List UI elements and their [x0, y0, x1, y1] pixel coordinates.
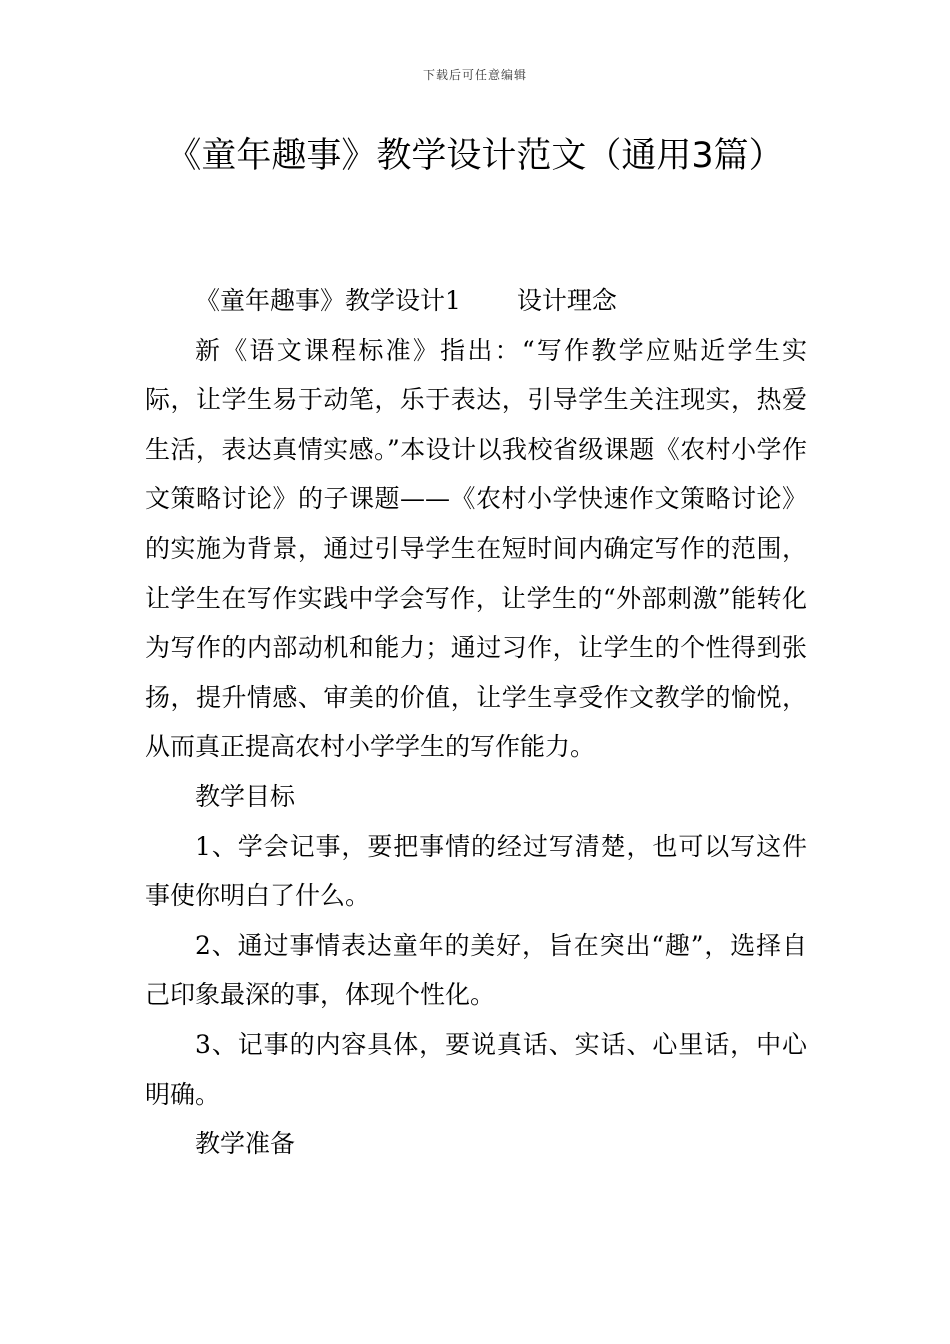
sub-heading: 设计理念: [516, 286, 617, 315]
heading-teaching-goals: 教学目标: [195, 781, 296, 811]
goal-item-1: 1、学会记事，要把事情的经过写清楚，也可以写这件事使你明白了什么。: [145, 831, 807, 911]
paragraph-design-concept: 新《语文课程标准》指出：“写作教学应贴近学生实际，让学生易于动笔，乐于表达，引导学生关注现实，热爱生活，表达真情实感。”本设计以我校省级课题《农村小学作文策略讨论》的子课题——《农村小学快速作文策略讨论》的实施为背景，通过引导学生在短时间内确定写作的范围，让学生在写作实践中学会写作，让学生的“外部刺激”能转化为写作的内部动机和能力；通过习作，让学生的个性得到张扬，提升情感、审美的价值，让学生享受作文教学的愉悦，从而真正提高农村小学学生的写作能力。: [145, 335, 807, 762]
page-header-note: 下载后可任意编辑: [422, 68, 527, 82]
goal-item-2: 2、通过事情表达童年的美好，旨在突出“趣”，选择自己印象最深的事，体现个性化。: [145, 930, 807, 1010]
document-body: [145, 276, 807, 1169]
document-title: 《童年趣事》教学设计范文（通用3篇）: [166, 136, 784, 176]
goal-item-3: 3、记事的内容具体，要说真话、实话、心里话，中心明确。: [145, 1029, 807, 1109]
heading-teaching-preparation: 教学准备: [195, 1129, 296, 1159]
section-heading: 《童年趣事》教学设计1: [195, 286, 461, 315]
section-heading-line: [145, 276, 807, 326]
